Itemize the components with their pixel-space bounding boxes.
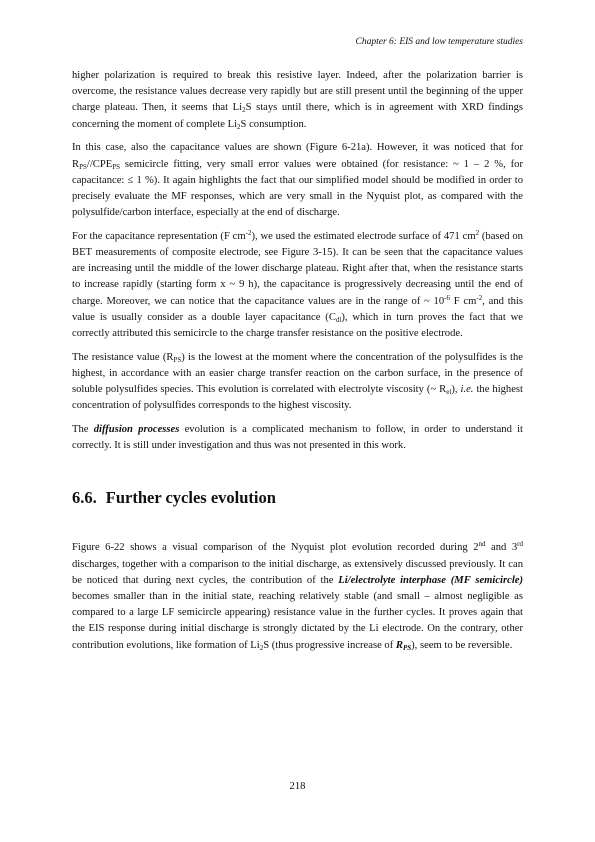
section-number: 6.6.: [72, 488, 97, 508]
section-heading: [72, 488, 523, 508]
paragraph-further-cycles: Figure 6-22 shows a visual comparison of the Nyquist plot evolution recorded during 2nd and 3rd discharges, together with a comparison to the initial discharge, as extensively discussed previously. It can be noticed that during next cycles, the contribution of the Li/electrolyte interphase (MF semicircle) becomes smaller than in the initial state, reaching relatively stable (and small – almost negligible as compared to a large LF semicircle appearing) resistance value in the further cycles. It proves again that the EIS response during initial discharge is strongly dictated by the Li electrode. On the contrary, other contribution evolutions, like formation of $Li_2S$ (thus progressive increase of $R_{PS}$), seem to be reversible.: [72, 540, 523, 652]
body-text: [72, 68, 523, 654]
section-title: Further cycles evolution: [105, 488, 276, 508]
paragraph-diffusion-processes: The diffusion processes evolution is a complicated mechanism to follow, in order to understand it correctly. It is still under investigation and thus was not presented in this work.: [72, 424, 523, 452]
paragraph-capacitance-representation: For the capacitance representation (F $cm^{-2}$), we used the estimated electrode surface of 471 $cm^2$ (based on BET measurements of composite electrode, see Figure 3-15). It can be seen that the capacitance values are increasing until the middle of the lower discharge plateau. Right after that, when the resistance starts to increase rapidly (starting form x ~ 9 h), the capacitance is progressively decreasing until the end of charge. Moreover, we can notice that the capacitance values are in the range of ~ $10^{-6}$ F $cm^{-2}$, and this value is usually consider as a double layer capacitance $(C_{dl})$, which in turn proves the fact that we correctly attributed this semicircle to the charge transfer resistance on the positive electrode.: [72, 228, 524, 340]
running-header: Chapter 6: EIS and low temperature studies: [355, 37, 523, 47]
paragraph-capacitance-fitting: In this case, also the capacitance values are shown (Figure 6-21a). However, it was noticed that for $R_{PS}//CPE_{PS}$ semicircle fitting, very small error values were obtained (for resistance: ~ 1 – 2 %, for capacitance: ≤ 1 %). It again highlights the fact that our simplified model should be modified in order to precisely evaluate the MF responses, which are very small in the Nyquist plot, as compared with the polysulfide/carbon interface, especially at the end of discharge.: [72, 142, 523, 219]
paragraph-li2s-layer: higher polarization is required to break this resistive layer. Indeed, after the polarization barrier is overcome, the resistance values decrease very rapidly but are still present until the beginning of the upper charge plateau. Then, it seems that $Li_2S$ stays until there, which is in agreement with XRD findings concerning the moment of complete $Li_2S$ consumption.: [72, 70, 524, 131]
page-number: 218: [289, 781, 306, 792]
paragraph-resistance-value: The resistance value $(R_{PS})$ is the lowest at the moment where the concentration of the polysulfides is the highest, in accordance with an easier charge transfer reaction on the carbon surface, in the presence of soluble polysulfides species. This evolution is correlated with electrolyte viscosity (~ $R_{el}$), i.e. the highest concentration of polysulfides corresponds to the highest viscosity.: [72, 351, 524, 412]
